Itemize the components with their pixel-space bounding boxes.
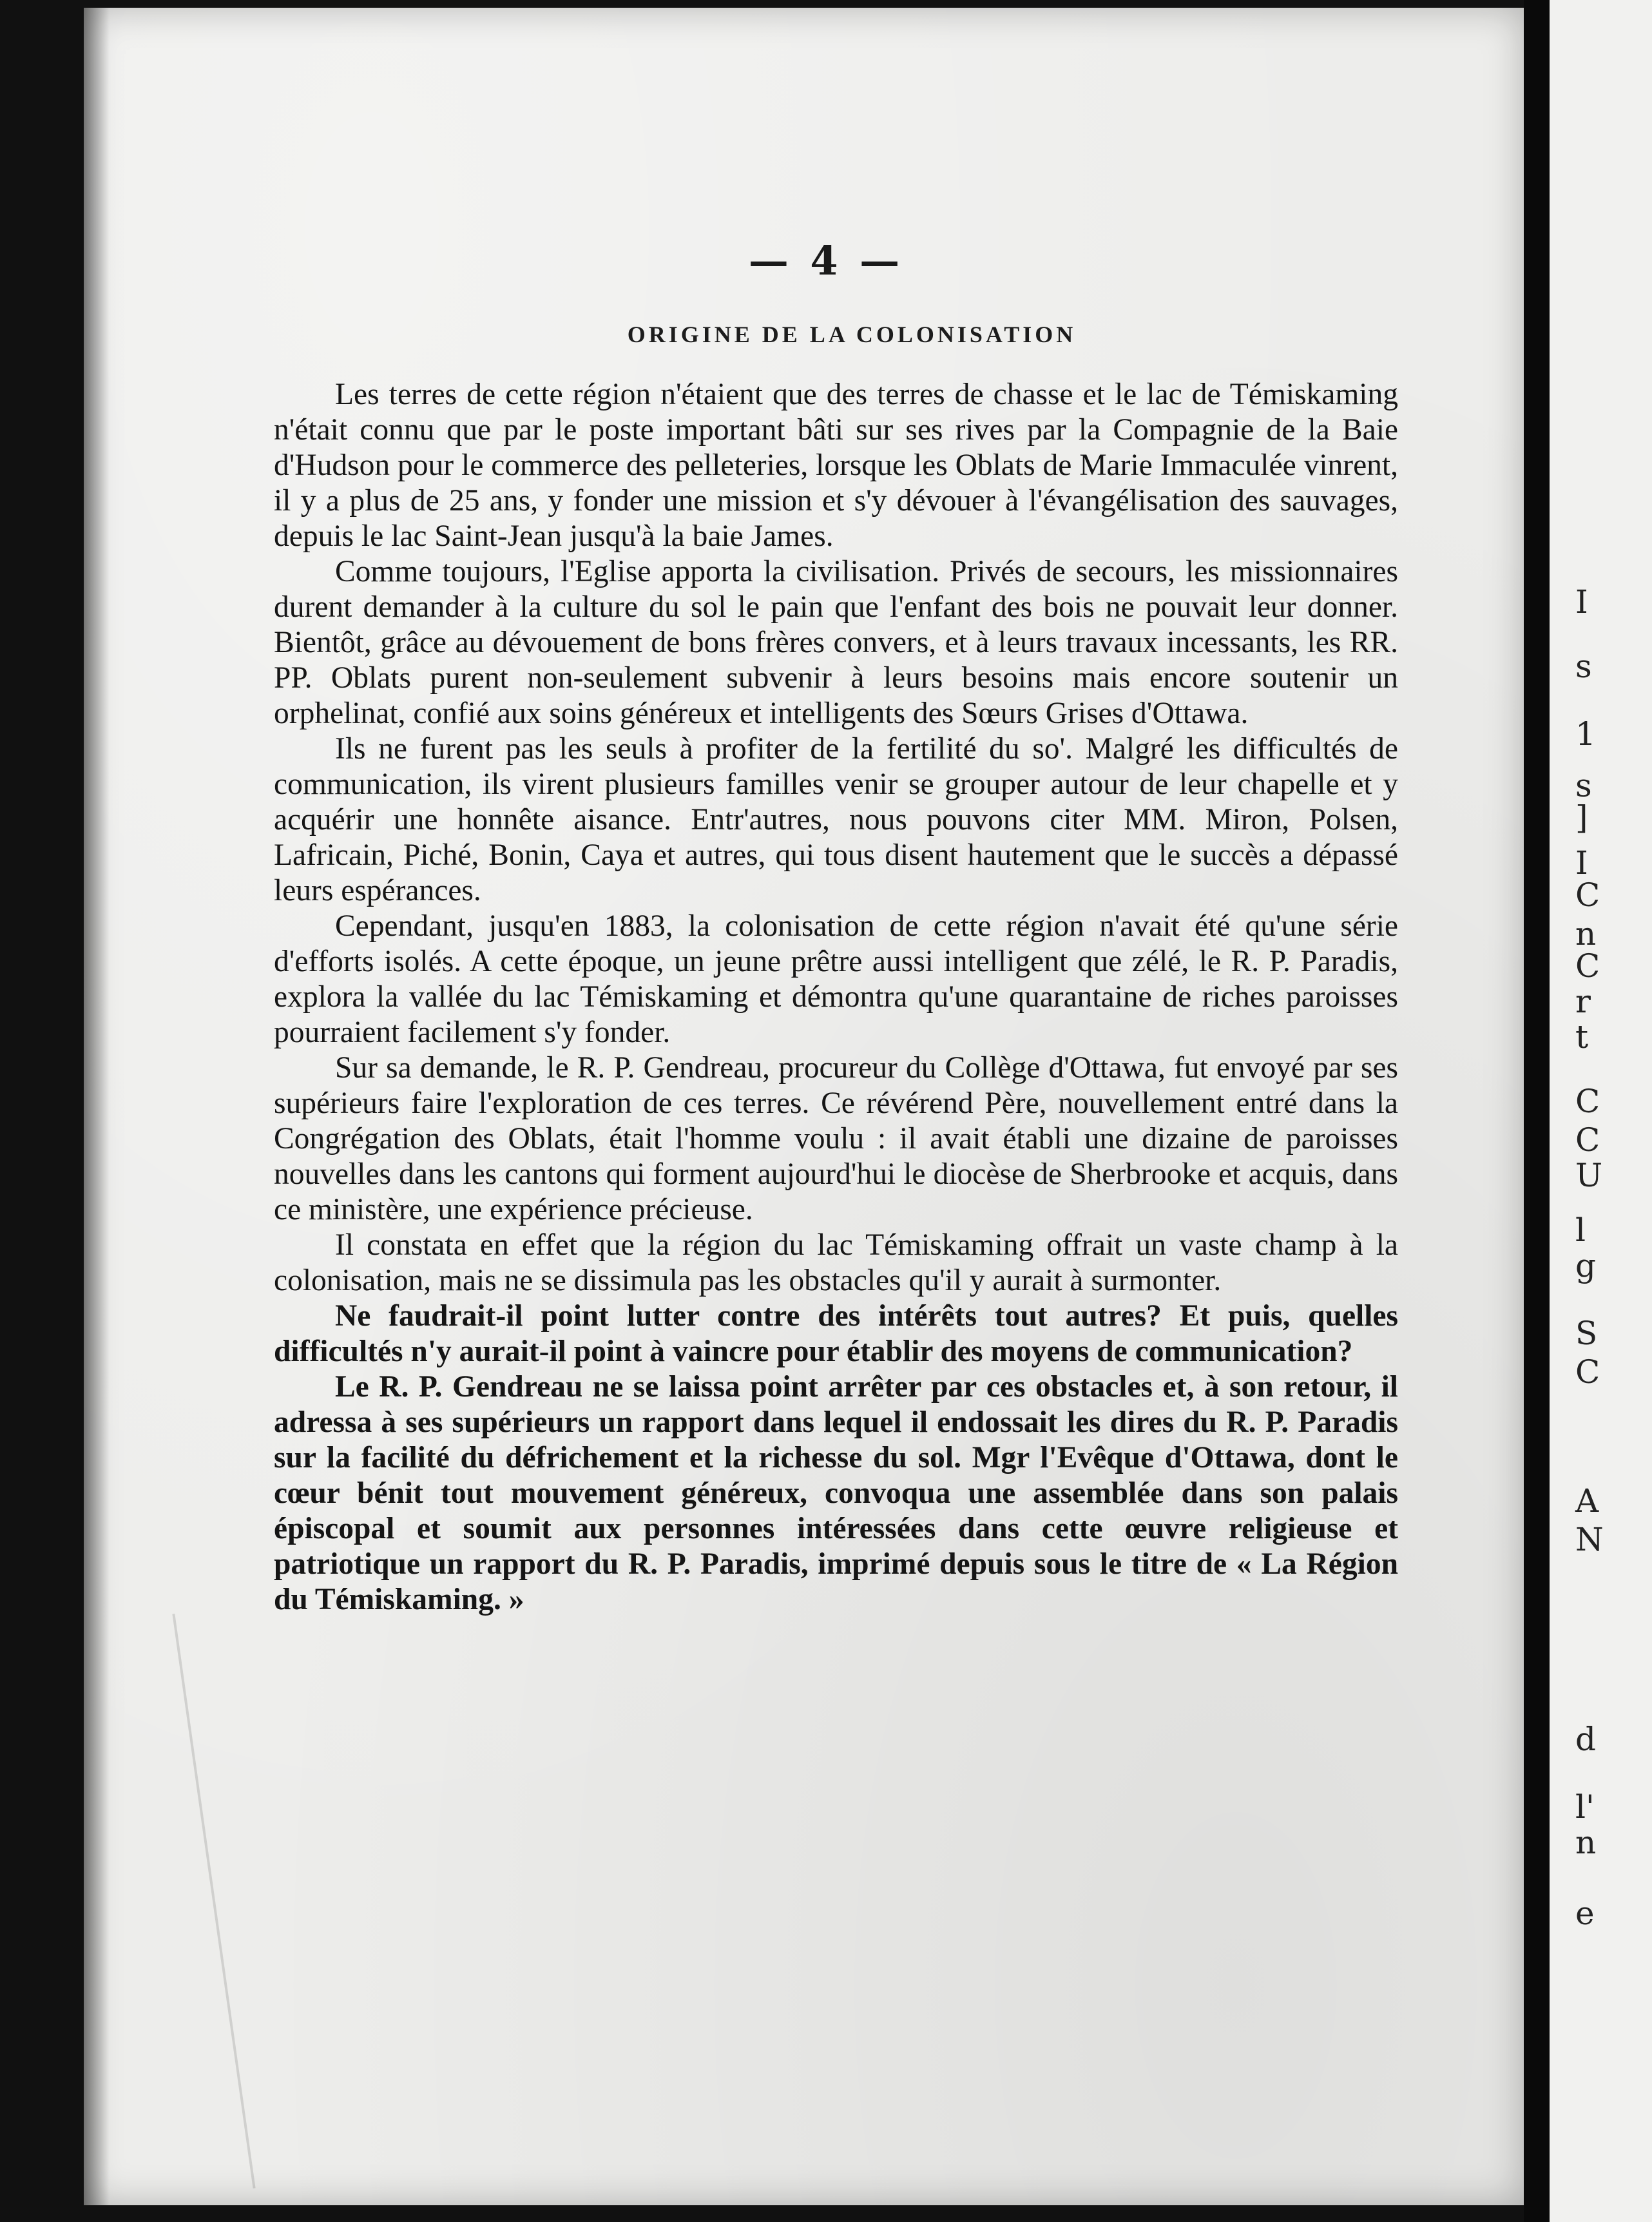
adjacent-page-letter: I [1575, 583, 1588, 621]
adjacent-page-letter: C [1575, 1353, 1600, 1391]
adjacent-page-letter: s [1575, 648, 1592, 685]
adjacent-page-letter: g [1575, 1247, 1597, 1284]
page-number: — 4 — [748, 237, 904, 284]
adjacent-page-letter: l' [1575, 1788, 1595, 1826]
paragraph: Il constata en effet que la région du lac Témiskaming offrait un vaste champ à la colonisation, mais ne se dissimula pas les obstacles qu'il y aurait à surmonter. [274, 1228, 1398, 1297]
adjacent-page-letter: e [1575, 1895, 1595, 1932]
adjacent-page-letter: I [1575, 844, 1588, 882]
paragraph: Cependant, jusqu'en 1883, la colonisation de cette région n'avait été qu'une série d'efforts isolés. A cette époque, un jeune prêtre aussi intelligent que zélé, le R. P. Paradis, explora la vallée du lac Témiskaming et démontra qu'une quarantaine de riches paroisses pourraient facilement s'y fonder. [274, 909, 1398, 1049]
adjacent-page-letter: C [1575, 876, 1600, 914]
adjacent-page-letter: n [1575, 915, 1597, 952]
paragraph: Ils ne furent pas les seuls à profiter de la fertilité du so'. Malgré les difficultés de communication, ils virent plusieurs familles venir se grouper autour de leur chapelle et y acquérir une honnête aisance. Entr'autres, nous pouvons citer MM. Miron, Polsen, Lafricain, Piché, Bonin, Caya et autres, qui tous disent hautement que le succès a dépassé leurs espérances. [274, 732, 1398, 907]
section-heading: ORIGINE DE LA COLONISATION [627, 322, 1077, 347]
adjacent-page-letter: U [1575, 1157, 1603, 1194]
adjacent-page-letter: t [1575, 1018, 1589, 1056]
adjacent-page-letter: C [1575, 1083, 1600, 1120]
adjacent-page-letter: C [1575, 1121, 1600, 1159]
adjacent-page-letter: r [1575, 983, 1591, 1020]
paragraph: Les terres de cette région n'étaient que des terres de chasse et le lac de Témiskaming n'était connu que par le poste important bâti sur ses rives par la Compagnie de la Baie d'Hudson pour le commerce des pelleteries, lorsque les Oblats de Marie Immaculée vinrent, il y a plus de 25 ans, y fonder une mission et s'y dévouer à l'évangélisation des sauvages, depuis le lac Saint-Jean jusqu'à la baie James. [274, 378, 1398, 553]
paragraph: Le R. P. Gendreau ne se laissa point arrêter par ces obstacles et, à son retour, il adressa à ses supérieurs un rapport dans lequel il endossait les dires du R. P. Paradis sur la facilité du défrichement et la richesse du sol. Mgr l'Evêque d'Ottawa, dont le cœur bénit tout mouvement généreux, convoqua une assemblée dans son palais épiscopal et soumit aux personnes intéressées dans cette œuvre religieuse et patriotique un rapport du R. P. Paradis, imprimé depuis sous le titre de « La Région du Témiskaming. » [274, 1370, 1398, 1616]
adjacent-page-letter: C [1575, 947, 1600, 985]
paragraph: Ne faudrait-il point lutter contre des intérêts tout autres? Et puis, quelles difficultés n'y aurait-il point à vaincre pour établir des moyens de communication? [274, 1299, 1398, 1368]
adjacent-page-letter: 1 [1575, 715, 1596, 753]
adjacent-page-letter: s [1575, 767, 1592, 804]
adjacent-page-letter: A [1575, 1482, 1599, 1520]
adjacent-page-letter: ] [1575, 799, 1588, 836]
adjacent-page-letter: N [1575, 1521, 1604, 1558]
paragraph: Comme toujours, l'Eglise apporta la civilisation. Privés de secours, les missionnaires durent demander à la culture du sol le pain que l'enfant des bois ne pouvait leur donner. Bientôt, grâce au dévouement de bons frères convers, et à leurs travaux incessants, les RR. PP. Oblats purent non-seulement subvenir à leurs besoins mais encore soutenir un orphelinat, confié aux soins généreux et intelligents des Sœurs Grises d'Ottawa. [274, 555, 1398, 730]
paragraph: Sur sa demande, le R. P. Gendreau, procureur du Collège d'Ottawa, fut envoyé par ses supérieurs faire l'exploration de ces terres. Ce révérend Père, nouvellement entré dans la Congrégation des Oblats, était l'homme voulu : il avait établi une dizaine de paroisses nouvelles dans les cantons qui forment aujourd'hui le diocèse de Sherbrooke et acquis, dans ce ministère, une expérience précieuse. [274, 1051, 1398, 1226]
adjacent-page-letter: d [1575, 1721, 1597, 1758]
body-text [274, 377, 1398, 1618]
adjacent-page-letter: l [1575, 1212, 1586, 1249]
adjacent-page-letter: n [1575, 1824, 1597, 1861]
adjacent-page-letter: S [1575, 1315, 1598, 1352]
